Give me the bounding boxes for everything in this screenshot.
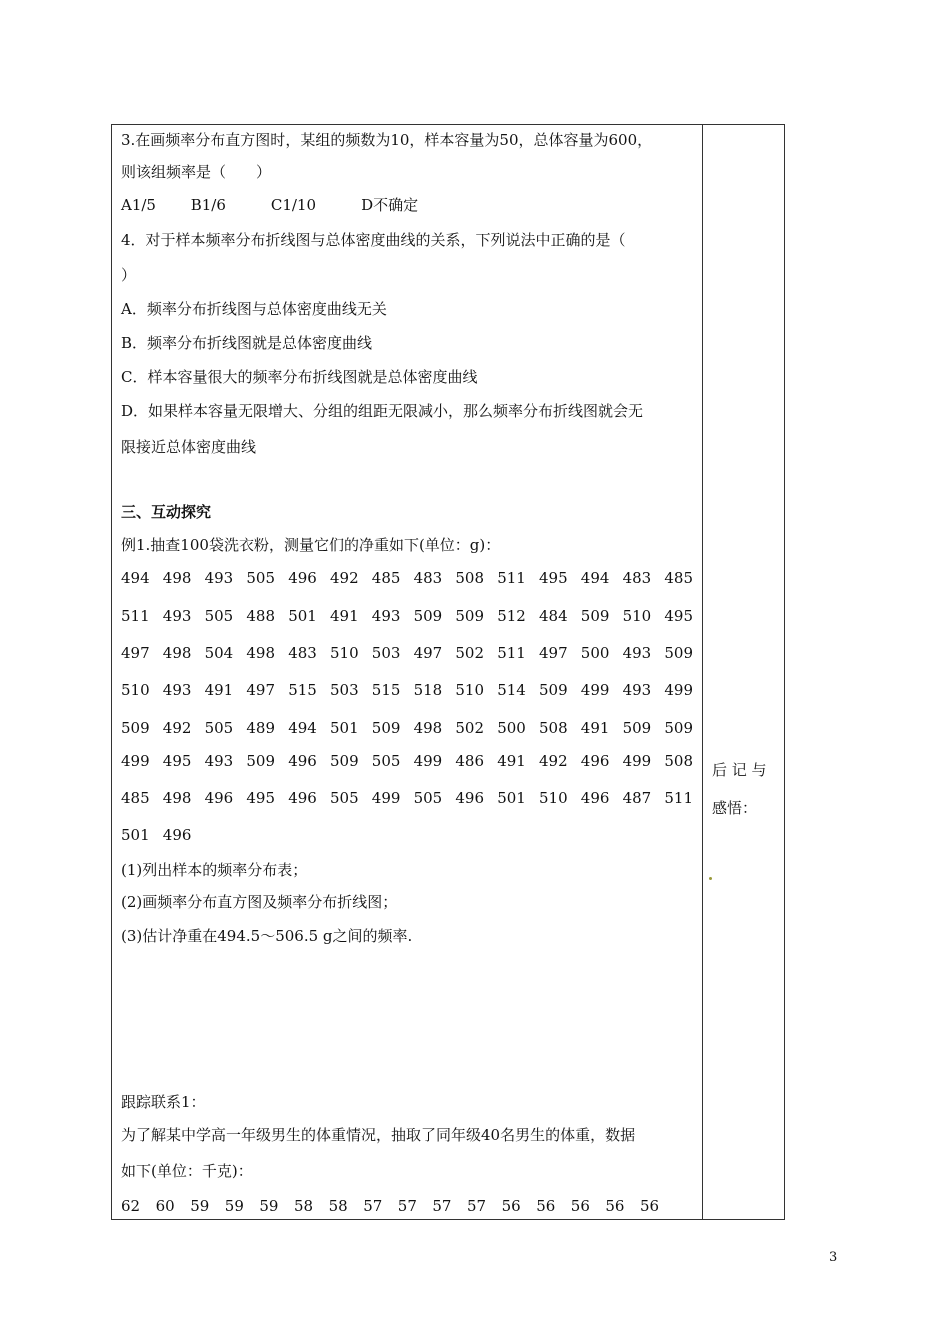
example-data-cell: 508 [539,719,568,737]
example-data-cell: 502 [455,719,485,737]
practice-title: 跟踪联系1： [121,1093,206,1111]
section-title: 三、互动探究 [121,503,212,521]
example-data-cell: 501 [121,826,150,844]
example-data-cell: 483 [288,644,317,662]
example-data-cell: 485 [371,569,401,587]
example-data-cell: 496 [580,752,610,770]
example-data-cell: 510 [330,644,359,662]
practice-data-cell: 56 [570,1197,590,1215]
practice-data-cell: 62 [121,1197,141,1215]
example-data-cell: 509 [580,607,610,625]
practice-text-line-2: 如下(单位：千克)： [121,1162,253,1180]
example-data-cell: 498 [162,644,192,662]
example-data-cell: 486 [455,752,485,770]
example-data-cell: 483 [413,569,443,587]
example-data-cell: 495 [664,607,694,625]
example-data-cell: 488 [246,607,276,625]
example-data-cell: 496 [288,569,317,587]
example-data-cell: 493 [204,752,234,770]
example-data-cell: 499 [121,752,150,770]
example-task-2: (2)画频率分布直方图及频率分布折线图； [121,893,398,911]
example-data-cell: 498 [162,569,192,587]
example-data-cell: 511 [497,644,526,662]
example-data-cell: 499 [413,752,443,770]
question-4-option-c: C．样本容量很大的频率分布折线图就是总体密度曲线 [121,368,478,386]
practice-data-cell: 56 [536,1197,556,1215]
practice-data-cell: 56 [605,1197,625,1215]
example-data-cell: 503 [371,644,401,662]
example-data-cell: 509 [330,752,359,770]
example-data-cell: 493 [204,569,234,587]
example-data-cell: 508 [664,752,694,770]
example-data-cell: 491 [204,681,234,699]
question-3-line-2: 则该组频率是（ ） [121,163,272,181]
example-data-cell: 495 [539,569,568,587]
example-data-cell: 500 [580,644,610,662]
example-data-cell: 496 [580,789,610,807]
practice-data-cell: 59 [259,1197,279,1215]
example-data-cell: 499 [371,789,401,807]
question-4-option-b: B．频率分布折线图就是总体密度曲线 [121,334,373,352]
example-data-cell: 487 [622,789,652,807]
example-intro: 例1.抽查100袋洗衣粉，测量它们的净重如下(单位：g)： [121,536,501,554]
example-data-cell: 505 [413,789,443,807]
example-data-cell: 510 [455,681,485,699]
example-data-cell: 485 [121,789,150,807]
example-data-cell: 510 [622,607,652,625]
question-3-options: A1/5 B1/6 C1/10 D不确定 [121,196,419,214]
example-data-cell: 495 [246,789,276,807]
example-data-cell: 496 [455,789,485,807]
sidebar-line-1: 后 记 与 [712,761,767,779]
example-data-cell: 497 [539,644,568,662]
example-data-cell: 495 [162,752,192,770]
example-data-cell: 497 [413,644,443,662]
example-data-row [121,751,695,771]
example-data-cell: 496 [204,789,234,807]
example-data-cell: 509 [371,719,401,737]
example-data-cell: 509 [664,719,694,737]
example-data-cell: 515 [288,681,317,699]
example-data-cell: 494 [121,569,150,587]
example-data-cell: 498 [162,789,192,807]
example-data-cell: 510 [539,789,568,807]
example-data-cell: 491 [330,607,359,625]
question-4-option-d-line-2: 限接近总体密度曲线 [121,438,257,456]
example-data-cell: 502 [455,644,485,662]
example-data-cell: 511 [497,569,526,587]
practice-data-cell: 57 [363,1197,383,1215]
example-data-cell: 501 [288,607,317,625]
example-data-cell: 499 [622,752,652,770]
example-data-cell: 505 [204,607,234,625]
worksheet-table [111,124,785,1220]
example-data-cell: 512 [497,607,526,625]
example-data-cell: 501 [497,789,526,807]
example-data-cell: 489 [246,719,276,737]
example-data-cell: 497 [246,681,276,699]
example-data-row [121,825,695,845]
practice-data-cell: 57 [397,1197,417,1215]
practice-data-row [121,1196,695,1216]
example-data-cell: 503 [330,681,359,699]
example-data-cell: 483 [622,569,652,587]
practice-data-cell: 57 [432,1197,452,1215]
practice-data-cell: 59 [190,1197,210,1215]
example-data-cell: 492 [539,752,568,770]
example-data-cell: 497 [121,644,150,662]
example-data-cell: 505 [330,789,359,807]
example-task-3: (3)估计净重在494.5～506.5 g之间的频率. [121,927,413,945]
example-data-row [121,788,695,808]
example-task-1: (1)列出样本的频率分布表； [121,861,308,879]
example-data-row [121,643,695,663]
example-data-cell: 509 [455,607,485,625]
example-data-cell: 494 [580,569,610,587]
practice-data-cell: 58 [328,1197,348,1215]
example-data-cell: 492 [162,719,192,737]
example-data-cell: 509 [539,681,568,699]
example-data-cell: 509 [622,719,652,737]
question-4-line-1: 4．对于样本频率分布折线图与总体密度曲线的关系，下列说法中正确的是（ [121,231,626,249]
practice-data-cell: 57 [467,1197,487,1215]
example-data-cell: 496 [162,826,192,844]
question-3-line-1: 3.在画频率分布直方图时，某组的频数为10，样本容量为50，总体容量为600， [121,131,653,149]
example-data-cell: 493 [371,607,401,625]
column-divider [702,124,703,1220]
example-data-cell: 509 [664,644,694,662]
practice-data-cell: 58 [294,1197,314,1215]
example-data-cell: 515 [371,681,401,699]
example-data-cell: 499 [664,681,694,699]
example-data-cell: 509 [413,607,443,625]
practice-text-line-1: 为了解某中学高一年级男生的体重情况，抽取了同年级40名男生的体重，数据 [121,1126,636,1144]
sidebar-line-2: 感悟： [712,799,758,817]
example-data-cell: 496 [288,789,317,807]
example-data-cell: 509 [121,719,150,737]
question-4-line-2: ） [121,266,137,284]
example-data-cell: 508 [455,569,485,587]
example-data-cell: 501 [330,719,359,737]
example-data-cell: 496 [288,752,317,770]
example-data-cell: 505 [371,752,401,770]
practice-data-cell: 56 [640,1197,660,1215]
sidebar-notes [712,760,767,818]
example-data-cell: 514 [497,681,526,699]
practice-data-cell: 60 [155,1197,175,1215]
example-data-cell: 499 [580,681,610,699]
question-4-option-d-line-1: D．如果样本容量无限增大、分组的组距无限减小，那么频率分布折线图就会无 [121,402,644,420]
practice-data-cell: 56 [501,1197,521,1215]
example-data-row [121,680,695,700]
example-data-cell: 491 [497,752,526,770]
example-data-cell: 491 [580,719,610,737]
example-data-cell: 511 [664,789,694,807]
question-4-option-a: A．频率分布折线图与总体密度曲线无关 [121,300,387,318]
example-data-cell: 511 [121,607,150,625]
example-data-cell: 498 [246,644,276,662]
page-number: 3 [829,1250,838,1265]
example-data-cell: 504 [204,644,234,662]
example-data-cell: 484 [539,607,568,625]
example-data-row [121,718,695,738]
example-data-cell: 500 [497,719,526,737]
example-data-cell: 493 [162,607,192,625]
example-data-cell: 510 [121,681,150,699]
example-data-cell: 493 [162,681,192,699]
example-data-cell: 485 [664,569,694,587]
example-data-row [121,568,695,588]
example-data-cell: 498 [413,719,443,737]
stray-mark [709,877,712,880]
example-data-cell: 505 [204,719,234,737]
example-data-cell: 492 [330,569,359,587]
example-data-row [121,606,695,626]
example-data-cell: 494 [288,719,317,737]
example-data-cell: 505 [246,569,276,587]
example-data-cell: 509 [246,752,276,770]
example-data-cell: 518 [413,681,443,699]
practice-data-cell: 59 [224,1197,244,1215]
example-data-cell: 493 [622,644,652,662]
example-data-cell: 493 [622,681,652,699]
